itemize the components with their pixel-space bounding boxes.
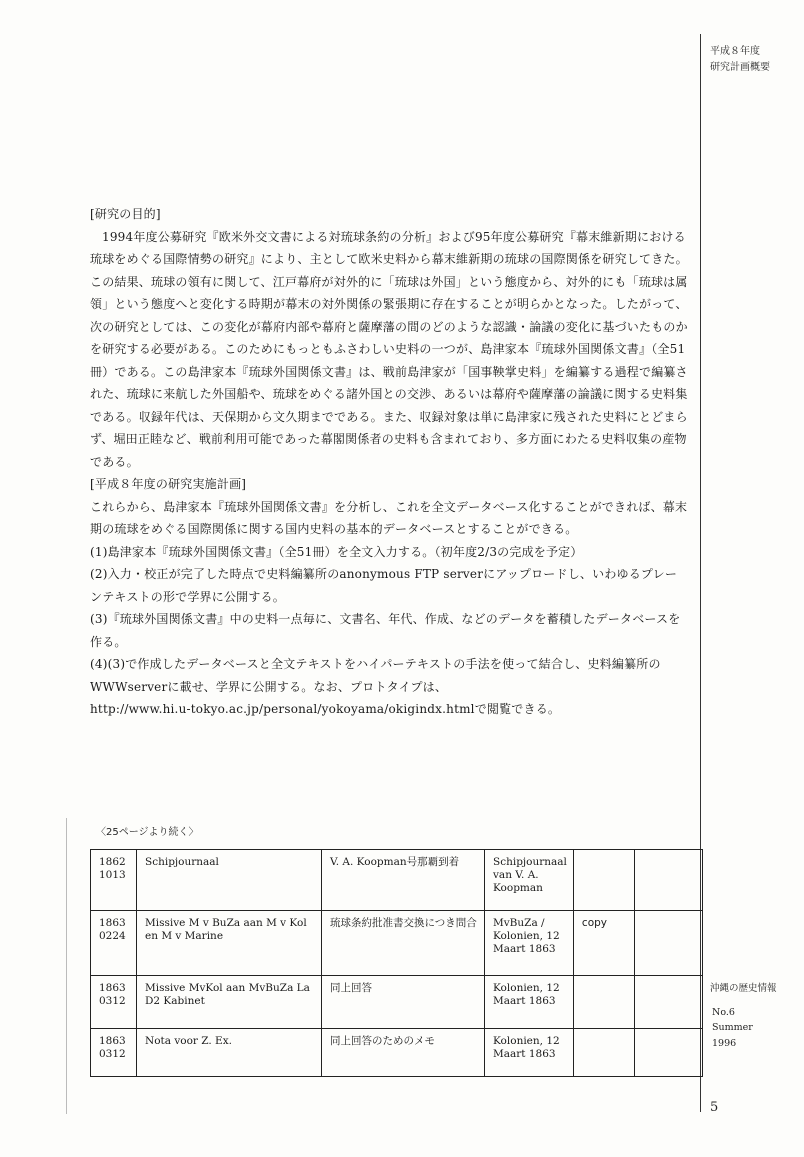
cell-title: Missive M v BuZa aan M v Kol en M v Marine: [137, 911, 322, 976]
table-row: [91, 911, 703, 976]
cell-title: Missive MvKol aan MvBuZa La D2 Kabinet: [137, 976, 322, 1029]
cell-japanese: V. A. Koopman号那覇到着: [322, 850, 485, 911]
cell-date: 1862 1013: [91, 850, 137, 911]
cell-note: [573, 1029, 634, 1077]
plan-item: (3)『琉球外国関係文書』中の史料一点毎に、文書名、年代、作成、などのデータを蓄積したデータベースを作る。: [90, 612, 681, 649]
cell-japanese: 同上回答のためのメモ: [322, 1029, 485, 1077]
cell-note: [573, 976, 634, 1029]
purpose-heading: [研究の目的]: [90, 207, 161, 221]
cell-title: Nota voor Z. Ex.: [137, 1029, 322, 1077]
cell-extra: [634, 911, 702, 976]
plan-intro: これらから、島津家本『琉球外国関係文書』を分析し、これを全文データベース化することができれば、幕末期の琉球をめぐる国際関係に関する国内史料の基本的データベースとすることができる。: [90, 499, 688, 536]
left-rule: [66, 818, 67, 1114]
plan-item: (2)入力・校正が完了した時点で史料編纂所のanonymous FTP serverにアップロードし、いわゆるプレーンテキストの形で学界に公開する。: [90, 567, 678, 604]
header-subtitle: 研究計画概要: [710, 62, 770, 73]
cell-date: 1863 0312: [91, 976, 137, 1029]
cell-note: [573, 850, 634, 911]
plan-item: (4)(3)で作成したデータベースと全文テキストをハイパーテキストの手法を使って結合し、史料編纂所のWWWserverに載せ、学界に公開する。なお、プロトタイプは、: [90, 657, 661, 694]
page-number: 5: [710, 1100, 719, 1115]
cell-extra: [634, 976, 702, 1029]
issue-season: Summer: [712, 1022, 753, 1033]
cell-japanese: 琉球条約批准書交換につき問合: [322, 911, 485, 976]
journal-title: 沖縄の歴史情報: [710, 983, 777, 994]
cell-source: Kolonien, 12 Maart 1863: [485, 976, 574, 1029]
cell-source: Kolonien, 12 Maart 1863: [485, 1029, 574, 1077]
cell-title: Schipjournaal: [137, 850, 322, 911]
cell-extra: [634, 850, 702, 911]
page-number-rule: [700, 1096, 701, 1112]
cell-source: Schipjournaal van V. A. Koopman: [485, 850, 574, 911]
plan-url: http://www.hi.u-tokyo.ac.jp/personal/yokoyama/okigindx.htmlで閲覧できる。: [90, 702, 561, 716]
cell-extra: [634, 1029, 702, 1077]
continuation-note: 〈25ページより続く〉: [96, 827, 199, 838]
table-row: [91, 1029, 703, 1077]
purpose-paragraph: 1994年度公募研究『欧米外交文書による対琉球条約の分析』および95年度公募研究『幕末維新期における琉球をめぐる国際情勢の研究』により、主として欧米史料から幕末維新期の琉球の国際関係を研究してきた。この結果、琉球の領有に関して、江戸幕府が対外的に「琉球は外国」という態度から、対外的にも「琉球は属領」という態度へと変化する時期が幕末の対外関係の緊張期に存在することが明らかとなった。したがって、次の研究としては、この変化が幕府内部や幕府と薩摩藩の間のどのような認識・論議の変化に基づいたものかを研究する必要がある。このためにもっともふさわしい史料の一つが、島津家本『琉球外国関係文書』（全51冊）である。この島津家本『琉球外国関係文書』は、戦前島津家が「国事鞅掌史料」を編纂する過程で編纂された、琉球に来航した外国船や、琉球をめぐる諸外国との交渉、あるいは幕府や薩摩藩の論議に関する史料集である。収録年代は、天保期から文久期までである。また、収録対象は単に島津家に残された史料にとどまらず、堀田正睦など、戦前利用可能であった幕閣関係者の史料も含まれており、多方面にわたる史料収集の産物である。: [90, 229, 688, 469]
cell-note: copy: [573, 911, 634, 976]
issue-year: 1996: [712, 1038, 737, 1049]
table-row: [91, 976, 703, 1029]
header-year: 平成８年度: [710, 46, 760, 57]
cell-date: 1863 0224: [91, 911, 137, 976]
plan-heading: [平成８年度の研究実施計画]: [90, 477, 247, 491]
issue-number: No.6: [712, 1007, 735, 1018]
cell-source: MvBuZa / Kolonien, 12 Maart 1863: [485, 911, 574, 976]
purpose-section: [90, 203, 688, 721]
plan-item: (1)島津家本『琉球外国関係文書』（全51冊）を全文入力する。（初年度2/3の完成を予定）: [90, 544, 583, 559]
document-table: [90, 849, 703, 1077]
cell-japanese: 同上回答: [322, 976, 485, 1029]
cell-date: 1863 0312: [91, 1029, 137, 1077]
table-row: [91, 850, 703, 911]
